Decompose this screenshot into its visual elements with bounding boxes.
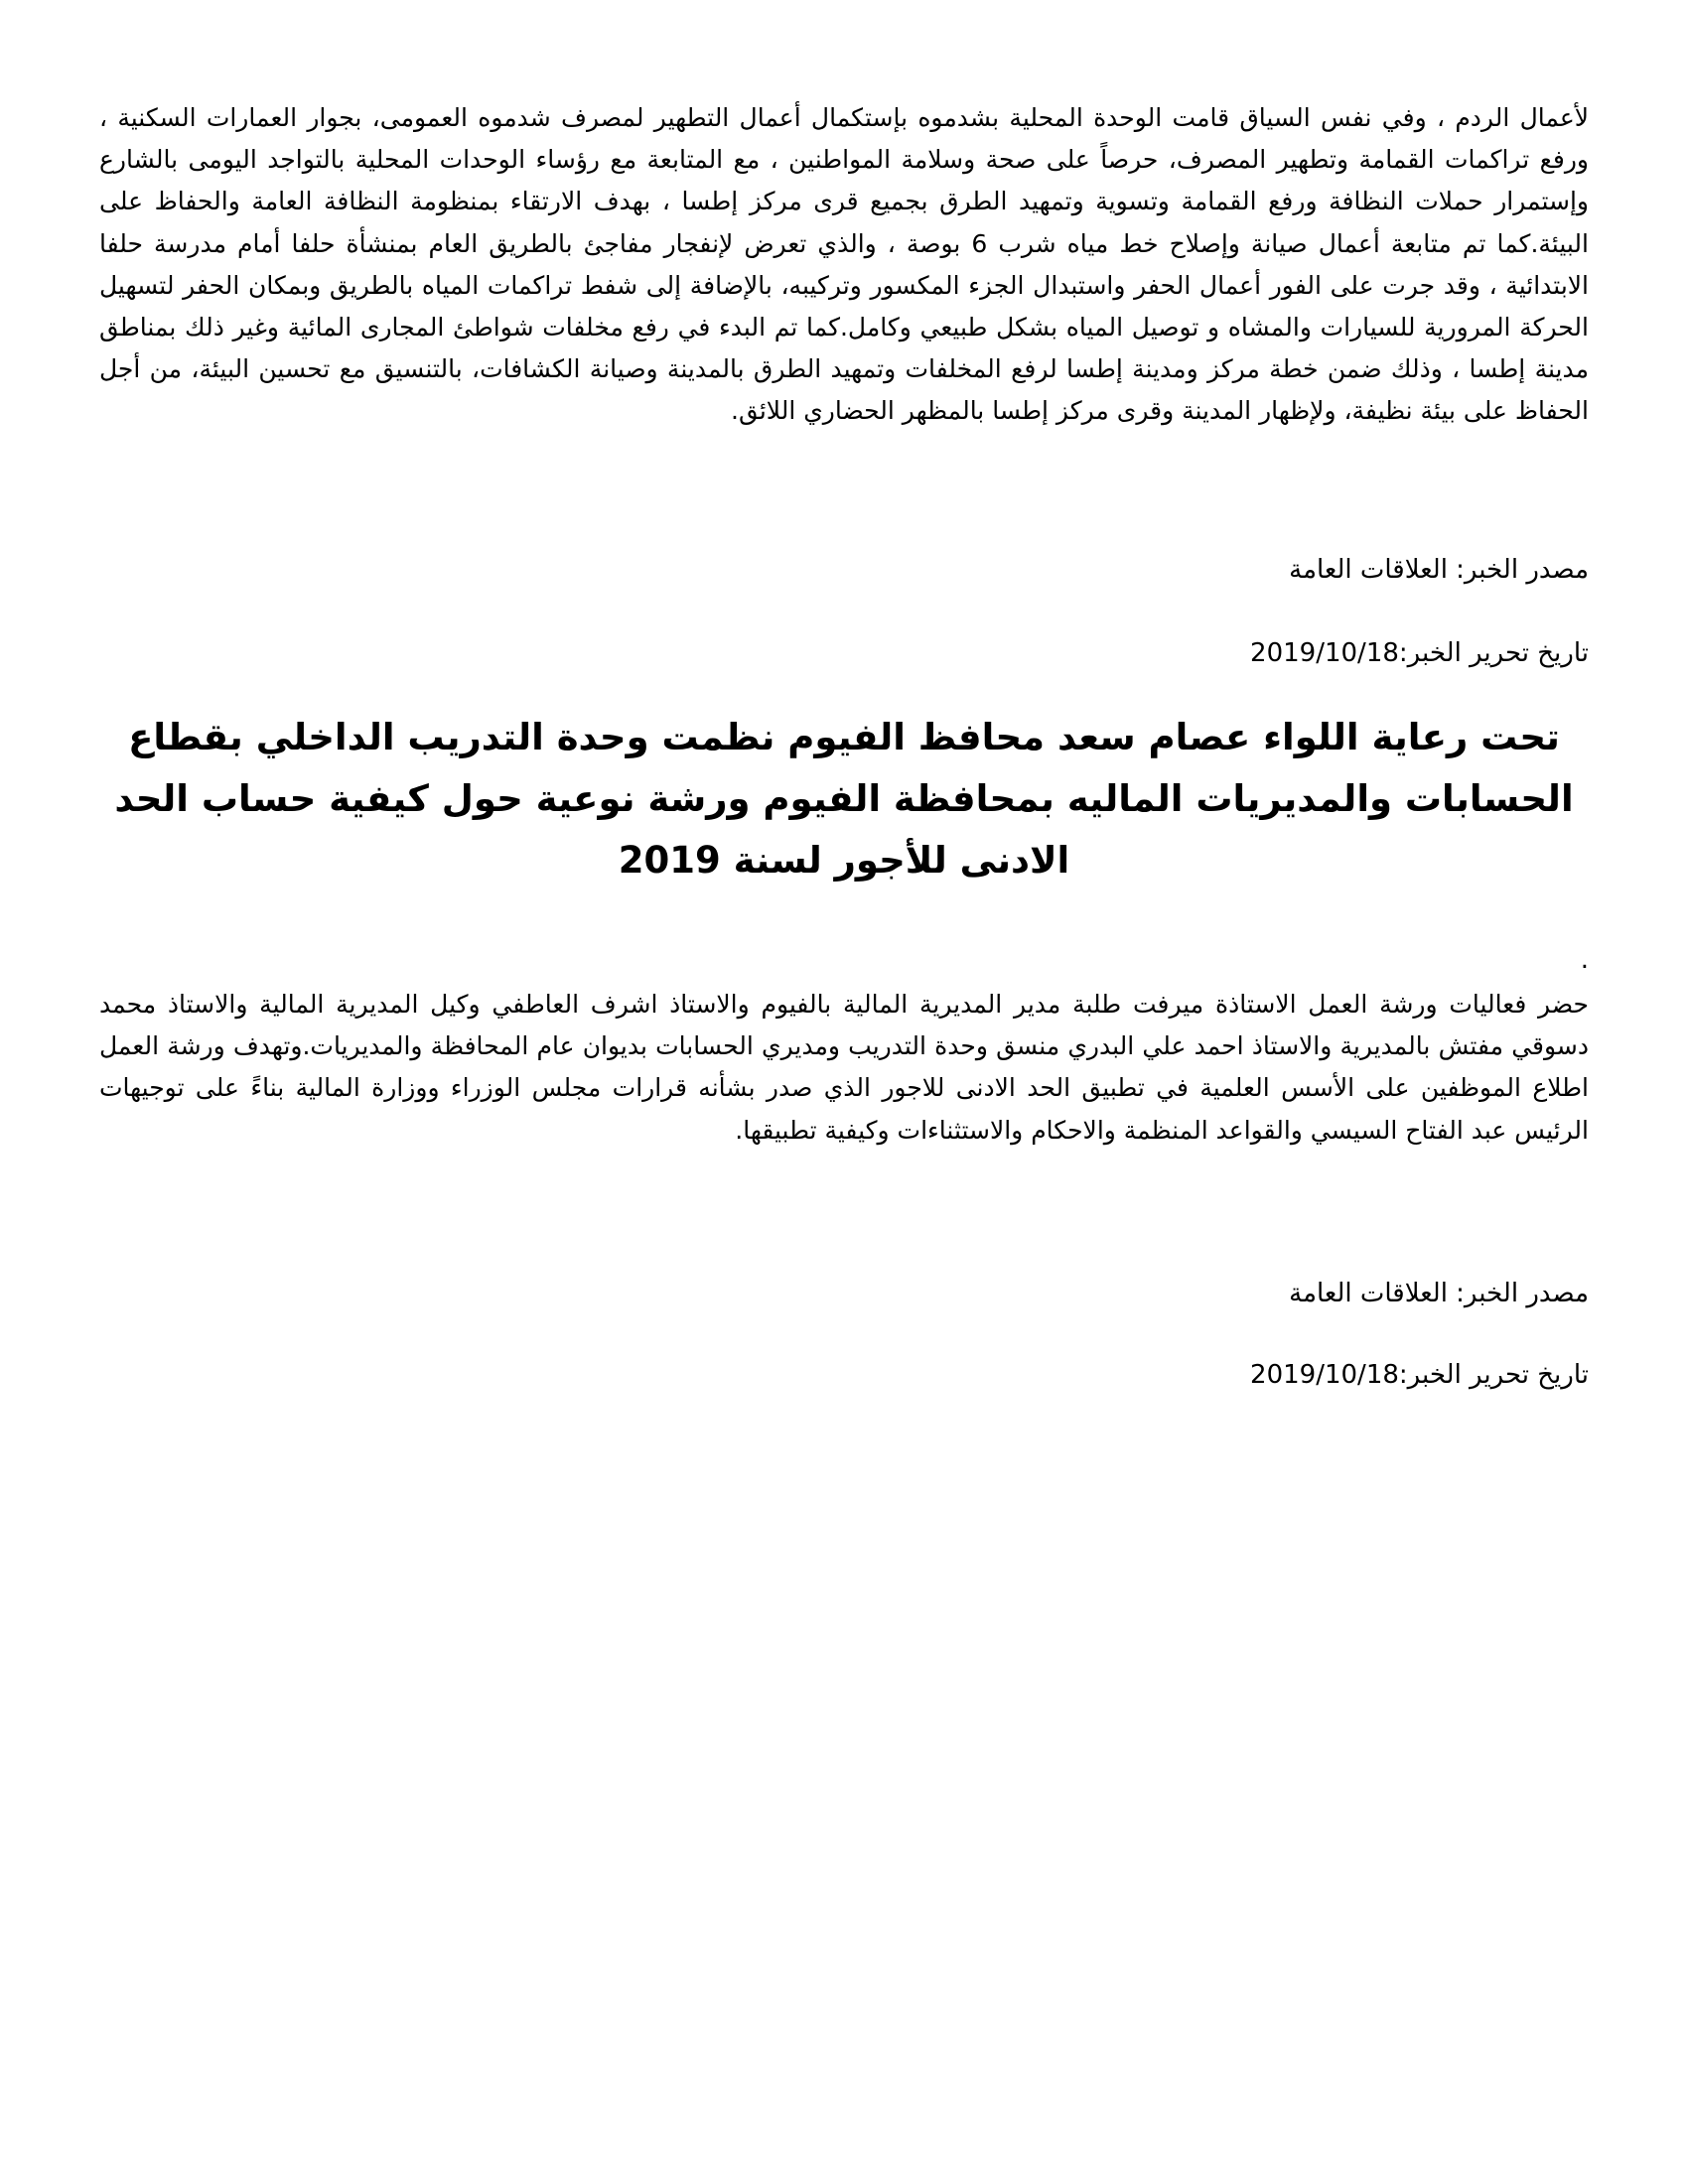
article-1-date-label: تاريخ تحرير الخبر: (1398, 638, 1589, 668)
stray-period-mark: . (1580, 945, 1589, 975)
article-1-source: مصدر الخبر: العلاقات العامة (1289, 555, 1589, 585)
article-2-body: حضر فعاليات ورشة العمل الاستاذة ميرفت طلبة مدير المديرية المالية بالفيوم والاستاذ اشرف العاطفي وكيل المديرية المالية والاستاذ محمد دسوقي مفتش بالمديرية والاستاذ احمد علي البدري منسق وحدة التدريب ومديري الحسابات بديوان عام المحافظة والمديريات.وتهدف ورشة العمل اطلاع الموظفين على الأسس العلمية في تطبيق الحد الادنى للاجور الذي صدر بشأنه قرارات مجلس الوزراء ووزارة المالية بناءً على توجيهات الرئيس عبد الفتاح السيسي والقواعد المنظمة والاحكام والاستثناءات وكيفية تطبيقها. (99, 990, 1589, 1145)
article-1-body: لأعمال الردم ، وفي نفس السياق قامت الوحدة المحلية بشدموه بإستكمال أعمال التطهير لمصرف شدموه العمومى، بجوار العمارات السكنية ، ورفع تراكمات القمامة وتطهير المصرف، حرصاً على صحة وسلامة المواطنين ، مع المتابعة مع رؤساء الوحدات المحلية بالتواجد اليومى بالشارع وإستمرار حملات النظافة ورفع القمامة وتسوية وتمهيد الطرق بجميع قرى مركز إطسا ، بهدف الارتقاء بمنظومة النظافة العامة والحفاظ على البيئة.كما تم متابعة أعمال صيانة وإصلاح خط مياه شرب 6 بوصة ، والذي تعرض لإنفجار مفاجئ بالطريق العام بمنشأة حلفا أمام مدرسة حلفا الابتدائية ، وقد جرت على الفور أعمال الحفر واستبدال الجزء المكسور وتركيبه، بالإضافة إلى شفط تراكمات المياه بالطريق وبمكان الحفر لتسهيل الحركة المرورية للسيارات والمشاه و توصيل المياه بشكل طبيعي وكامل.كما تم البدء في رفع مخلفات شواطئ المجارى المائية وغير ذلك بمناطق مدينة إطسا ، وذلك ضمن خطة مركز ومدينة إطسا لرفع المخلفات وتمهيد الطرق بالمدينة وصيانة الكشافات، بالتنسيق مع تحسين البيئة، من أجل الحفاظ على بيئة نظيفة، ولإظهار المدينة وقرى مركز إطسا بالمظهر الحضاري اللائق. (99, 103, 1589, 426)
article-2-date-value: 2019/10/18 (1250, 1360, 1399, 1390)
article-1-date (99, 635, 1589, 671)
article-2-source: مصدر الخبر: العلاقات العامة (1289, 1279, 1589, 1308)
article-2-headline: تحت رعاية اللواء عصام سعد محافظ الفيوم نظمت وحدة التدريب الداخلي بقطاع الحسابات والمديريات الماليه بمحافظة الفيوم ورشة نوعية حول كيفية حساب الحد الادنى للأجور لسنة 2019 (114, 716, 1574, 882)
article-2-date (99, 1357, 1589, 1393)
article-1-date-value: 2019/10/18 (1250, 638, 1399, 668)
article-2-date-label: تاريخ تحرير الخبر: (1398, 1360, 1589, 1390)
